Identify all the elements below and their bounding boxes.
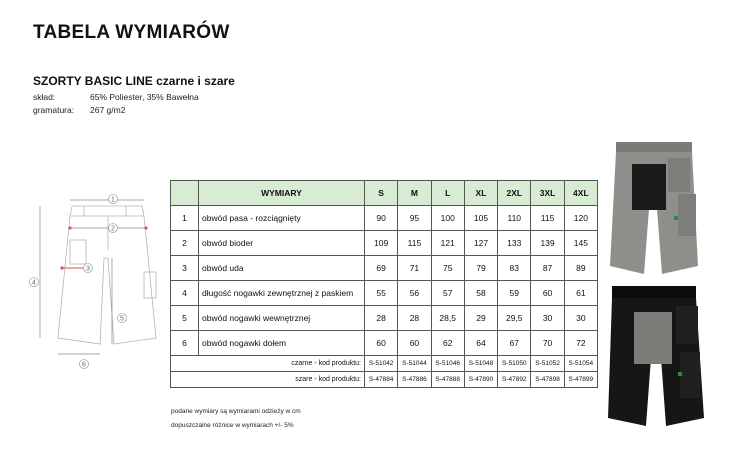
product-code: S-51048 <box>464 356 497 372</box>
product-code: S-51052 <box>531 356 564 372</box>
table-cell: 67 <box>498 331 531 356</box>
table-cell: 70 <box>531 331 564 356</box>
row-label: obwód nogawki dołem <box>199 331 365 356</box>
header-no-cell <box>171 181 199 206</box>
table-cell: 69 <box>365 256 398 281</box>
table-cell: 100 <box>431 206 464 231</box>
row-label: długość nogawki zewnętrznej z paskiem <box>199 281 365 306</box>
table-cell: 121 <box>431 231 464 256</box>
size-header: XL <box>464 181 497 206</box>
weight-label: gramatura: <box>33 105 75 115</box>
product-code: S-51042 <box>365 356 398 372</box>
dimension-lines <box>40 200 146 354</box>
marker-5: 5 <box>120 315 124 323</box>
table-row <box>171 231 598 256</box>
table-cell: 71 <box>398 256 431 281</box>
product-code: S-51050 <box>498 356 531 372</box>
note-tolerance: dopuszczalne różnice w wymiarach +/- 5% <box>171 422 294 429</box>
product-code: S-51044 <box>398 356 431 372</box>
table-cell: 64 <box>464 331 497 356</box>
table-cell: 105 <box>464 206 497 231</box>
size-header: 3XL <box>531 181 564 206</box>
table-cell: 28,5 <box>431 306 464 331</box>
table-row <box>171 281 598 306</box>
size-header: M <box>398 181 431 206</box>
product-code: S-51054 <box>564 356 597 372</box>
product-code: S-47898 <box>531 372 564 388</box>
table-cell: 28 <box>365 306 398 331</box>
table-cell: 90 <box>365 206 398 231</box>
table-cell: 29,5 <box>498 306 531 331</box>
product-code: S-47886 <box>398 372 431 388</box>
product-name: SZORTY BASIC LINE czarne i szare <box>33 74 235 88</box>
composition-label: skład: <box>33 92 56 102</box>
table-row <box>171 206 598 231</box>
table-cell: 55 <box>365 281 398 306</box>
table-cell: 72 <box>564 331 597 356</box>
table-row <box>171 306 598 331</box>
size-header: 2XL <box>498 181 531 206</box>
table-cell: 120 <box>564 206 597 231</box>
table-cell: 61 <box>564 281 597 306</box>
size-header: 4XL <box>564 181 597 206</box>
size-header: L <box>431 181 464 206</box>
table-cell: 95 <box>398 206 431 231</box>
code-row-black <box>171 356 598 372</box>
table-cell: 60 <box>365 331 398 356</box>
weight-line <box>33 105 125 115</box>
table-cell: 57 <box>431 281 464 306</box>
page-title: TABELA WYMIARÓW <box>33 22 230 43</box>
table-cell: 109 <box>365 231 398 256</box>
table-cell: 60 <box>531 281 564 306</box>
size-table <box>170 180 598 388</box>
table-cell: 79 <box>464 256 497 281</box>
row-label: obwód pasa - rozciągnięty <box>199 206 365 231</box>
table-cell: 60 <box>398 331 431 356</box>
header-label: WYMIARY <box>199 181 365 206</box>
product-code: S-47892 <box>498 372 531 388</box>
table-cell: 75 <box>431 256 464 281</box>
row-number: 6 <box>171 331 199 356</box>
table-row <box>171 256 598 281</box>
table-cell: 58 <box>464 281 497 306</box>
row-number: 2 <box>171 231 199 256</box>
product-code: S-47899 <box>564 372 597 388</box>
table-cell: 115 <box>398 231 431 256</box>
table-cell: 83 <box>498 256 531 281</box>
note-cm: podane wymiary są wymiarami odzieży w cm <box>171 408 301 415</box>
composition-line <box>33 92 199 102</box>
code-label: czarne - kod produktu: <box>171 356 365 372</box>
size-header: S <box>365 181 398 206</box>
table-cell: 145 <box>564 231 597 256</box>
row-label: obwód bioder <box>199 231 365 256</box>
table-cell: 56 <box>398 281 431 306</box>
product-code: S-47888 <box>431 372 464 388</box>
row-number: 4 <box>171 281 199 306</box>
weight-value: 267 g/m2 <box>90 105 126 115</box>
black-shorts-photo <box>604 282 708 430</box>
code-row-grey <box>171 372 598 388</box>
product-code: S-51046 <box>431 356 464 372</box>
table-cell: 62 <box>431 331 464 356</box>
marker-2: 2 <box>111 225 115 233</box>
table-cell: 115 <box>531 206 564 231</box>
row-number: 1 <box>171 206 199 231</box>
product-code: S-47890 <box>464 372 497 388</box>
table-cell: 30 <box>531 306 564 331</box>
table-cell: 87 <box>531 256 564 281</box>
table-cell: 127 <box>464 231 497 256</box>
table-cell: 59 <box>498 281 531 306</box>
grey-shorts-photo <box>604 138 700 278</box>
table-cell: 110 <box>498 206 531 231</box>
shorts-sketch <box>24 188 172 378</box>
product-code: S-47884 <box>365 372 398 388</box>
table-cell: 139 <box>531 231 564 256</box>
table-cell: 89 <box>564 256 597 281</box>
table-cell: 29 <box>464 306 497 331</box>
table-header-row <box>171 181 598 206</box>
table-row <box>171 331 598 356</box>
table-cell: 133 <box>498 231 531 256</box>
marker-4: 4 <box>32 279 36 287</box>
row-number: 5 <box>171 306 199 331</box>
table-cell: 30 <box>564 306 597 331</box>
marker-3: 3 <box>86 265 90 273</box>
composition-value: 65% Poliester, 35% Bawełna <box>90 92 199 102</box>
row-label: obwód uda <box>199 256 365 281</box>
row-label: obwód nogawki wewnętrznej <box>199 306 365 331</box>
row-number: 3 <box>171 256 199 281</box>
table-cell: 28 <box>398 306 431 331</box>
code-label: szare - kod produktu: <box>171 372 365 388</box>
marker-6: 6 <box>82 361 86 369</box>
shorts-outline <box>58 206 156 344</box>
marker-1: 1 <box>111 196 115 204</box>
